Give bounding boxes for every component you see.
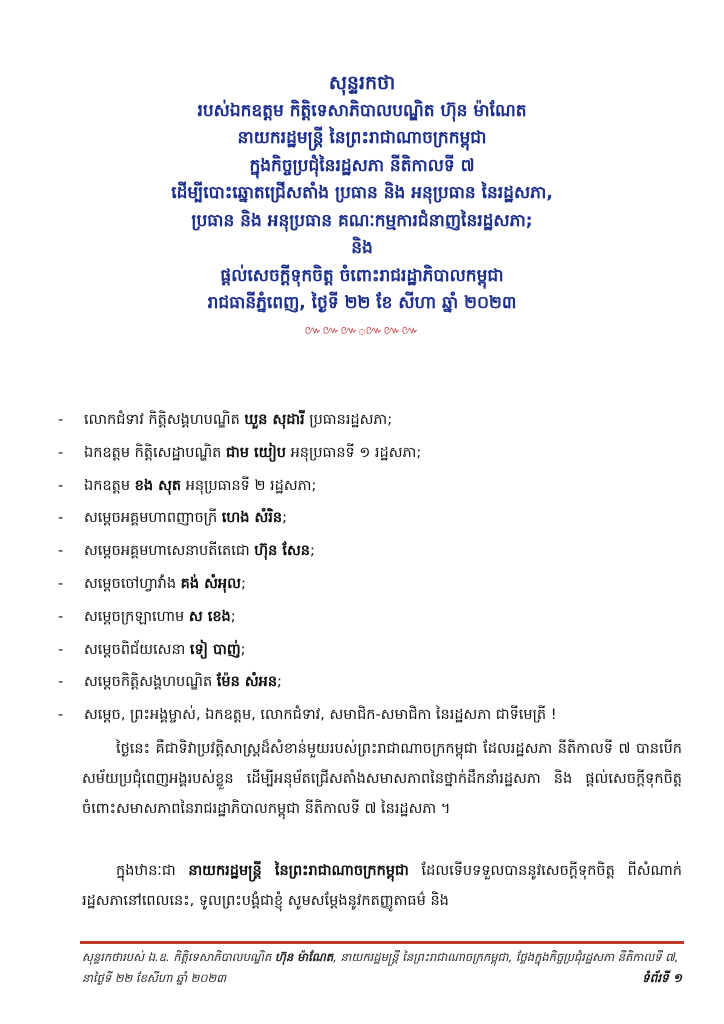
title-line-commissions: ប្រធាន និង អនុប្រធាន គណៈកម្មការជំនាញនៃរដ្ឋសភា; [191, 210, 533, 231]
salutation-item: - សម្ដេចពិជ័យសេនា ទៀ បាញ់; [58, 641, 246, 658]
salutation-prefix: សម្ដេចអគ្គមហាពញាចក្រី [84, 510, 218, 527]
salutation-prefix: សម្ដេចអគ្គមហាសេនាបតីតេជោ [84, 543, 250, 560]
salutation-item: - សម្ដេចអគ្គមហាពញាចក្រី ហេង សំរិន; [58, 510, 287, 527]
salutation-name: ទៀ បាញ់ [189, 641, 241, 658]
salutation-suffix: ; [282, 510, 287, 527]
body-paragraph [82, 856, 682, 916]
salutation-prefix: លោកជំទាវ កិត្តិសង្គហបណ្ឌិត [84, 412, 240, 428]
salutation-suffix: អនុប្រធានទី ២ រដ្ឋសភា; [185, 477, 317, 494]
salutation-name: ជាម យៀប [225, 444, 286, 461]
title-line-speech: សុន្ទរកថា [328, 72, 396, 94]
salutation-item: - សម្ដេចកិត្តិសង្គហបណ្ឌិត ម៉ែន សំអន; [58, 674, 282, 691]
salutation-name: គង់ សំអុល [180, 575, 241, 592]
salutation-prefix: ឯកឧត្តម [84, 477, 131, 494]
salutation-prefix: សម្ដេចចៅហ្វាវាំង [84, 575, 177, 592]
footer-divider [80, 941, 684, 944]
salutation-item: - ឯកឧត្តម ខង សុត អនុប្រធានទី ២ រដ្ឋសភា; [58, 477, 317, 494]
title-line-purpose: ដើម្បីបោះឆ្នោតជ្រើសតាំង ប្រធាន និង អនុប្រធាន នៃរដ្ឋសភា, [171, 183, 553, 203]
salutation-item: - សម្ដេចចៅហ្វាវាំង គង់ សំអុល; [58, 575, 246, 592]
salutation-item: - សម្ដេចអគ្គមហាសេនាបតីតេជោ ហ៊ុន សែន; [58, 543, 315, 560]
title-line-meeting: ក្នុងកិច្ចប្រជុំនៃរដ្ឋសភា នីតិកាលទី ៧ [249, 155, 475, 176]
salutation-suffix: ប្រធានរដ្ឋសភា; [309, 412, 393, 428]
paragraph-bold-title: នាយករដ្ឋមន្ត្រី នៃព្រះរាជាណាចក្រកម្ពុជា [188, 863, 409, 879]
salutation-suffix: ; [277, 674, 282, 691]
salutation-prefix: ឯកឧត្តម កិត្តិសេដ្ឋាបណ្ឌិត [84, 444, 222, 461]
page-footer [82, 947, 682, 989]
salutation-item: - ឯកឧត្តម កិត្តិសេដ្ឋាបណ្ឌិត ជាម យៀប អនុប្រធានទី ១ រដ្ឋសភា; [58, 444, 422, 461]
body-paragraph: ថ្ងៃនេះ គឺជាទិវាប្រវត្តិសាស្ត្រដ៏សំខាន់មួយរបស់ព្រះរាជាណាចក្រកម្ពុជា ដែលរដ្ឋសភា នីតិកាលទី ៧ បានបើកសម័យប្រជុំពេញអង្គរបស់ខ្លួន ដើម្បីអនុម័តជ្រើសតាំងសមាសភាពនៃថ្នាក់ដឹកនាំរដ្ឋសភា និង ផ្ដល់សេចក្ដីទុកចិត្តចំពោះសមាសភាពនៃរាជរដ្ឋាភិបាលកម្ពុជា នីតិកាលទី ៧ នៃរដ្ឋសភា ។ [82, 741, 682, 817]
page-number: ទំព័រទី ១ [642, 971, 682, 985]
salutation-prefix: សម្ដេចកិត្តិសង្គហបណ្ឌិត [84, 674, 213, 691]
salutation-name: ស ខេង [188, 608, 231, 625]
footer-rest: , នាយករដ្ឋមន្ត្រី នៃព្រះរាជាណាចក្រកម្ពុជា, ថ្លែងក្នុងកិច្ចប្រជុំរដ្ឋសភា នីតិកាលទី ៧, នាថ្ងៃទី ២២ ខែសីហា ឆ្នាំ ២០២៣ [82, 950, 679, 985]
salutation-suffix: ; [240, 575, 246, 592]
ornament-divider: ៚៚៚۞៚៚៚ [304, 322, 420, 337]
salutation-name: ខង សុត [134, 477, 182, 494]
salutation-item: - លោកជំទាវ កិត្តិសង្គហបណ្ឌិត ឃួន សុដារី ប្រធានរដ្ឋសភា; [58, 412, 393, 428]
salutation-prefix: សម្ដេច, ព្រះអង្គម្ចាស់, ឯកឧត្តម, លោកជំទាវ, សមាជិក-សមាជិកា នៃរដ្ឋសភា ជាទីមេត្រី ! [84, 707, 557, 724]
salutation-name: ម៉ែន សំអន [216, 674, 278, 691]
paragraph-lead: ក្នុងឋានៈជា [116, 863, 176, 879]
paragraph-rest: ដែលទើបទទួលបាននូវសេចក្ដីទុកចិត្ត ពីសំណាក់រដ្ឋសភានៅពេលនេះ, ទូលព្រះបង្គំជាខ្ញុំ សូមសម្ដែងនូវកតញ្ញូតាធម៌ និង [82, 863, 683, 909]
salutation-list [58, 404, 684, 732]
salutation-suffix: ; [309, 543, 315, 560]
salutation-name: ហ៊ុន សែន [254, 543, 310, 560]
title-line-position: នាយករដ្ឋមន្ត្រី នៃព្រះរាជាណាចក្រកម្ពុជា [237, 128, 487, 148]
salutation-name: ហេង សំរិន [221, 510, 283, 527]
salutation-suffix: ; [230, 608, 236, 625]
salutation-item: - សម្ដេចក្រឡាហោម ស ខេង; [58, 608, 236, 625]
salutation-prefix: សម្ដេចពិជ័យសេនា [84, 641, 186, 658]
salutation-suffix: ; [240, 641, 246, 658]
salutation-suffix: អនុប្រធានទី ១ រដ្ឋសភា; [290, 444, 422, 461]
footer-lead: សុន្ទរកថារបស់ ឯ.ឧ. កិត្តិទេសាភិបាលបណ្ឌិត [82, 950, 272, 964]
salutation-item: - សម្ដេច, ព្រះអង្គម្ចាស់, ឯកឧត្តម, លោកជំទាវ, សមាជិក-សមាជិកា នៃរដ្ឋសភា ជាទីមេត្រី ! [58, 707, 557, 724]
title-line-confidence: ផ្ដល់សេចក្ដីទុកចិត្ត ចំពោះរាជរដ្ឋាភិបាលកម្ពុជា [220, 265, 504, 286]
title-line-place-date: រាជធានីភ្នំពេញ, ថ្ងៃទី ២២ ខែ សីហា ឆ្នាំ ២០២៣ [207, 293, 517, 313]
speech-title-block [40, 70, 684, 340]
salutation-prefix: សម្ដេចក្រឡាហោម [84, 608, 185, 625]
footer-name: ហ៊ុន ម៉ាណែត [274, 950, 334, 964]
salutation-name: ឃួន សុដារី [244, 412, 305, 428]
title-line-speaker: របស់ឯកឧត្ដម កិត្តិទេសាភិបាលបណ្ឌិត ហ៊ុន ម៉ាណែត [197, 100, 527, 121]
title-line-and: និង [351, 238, 373, 258]
